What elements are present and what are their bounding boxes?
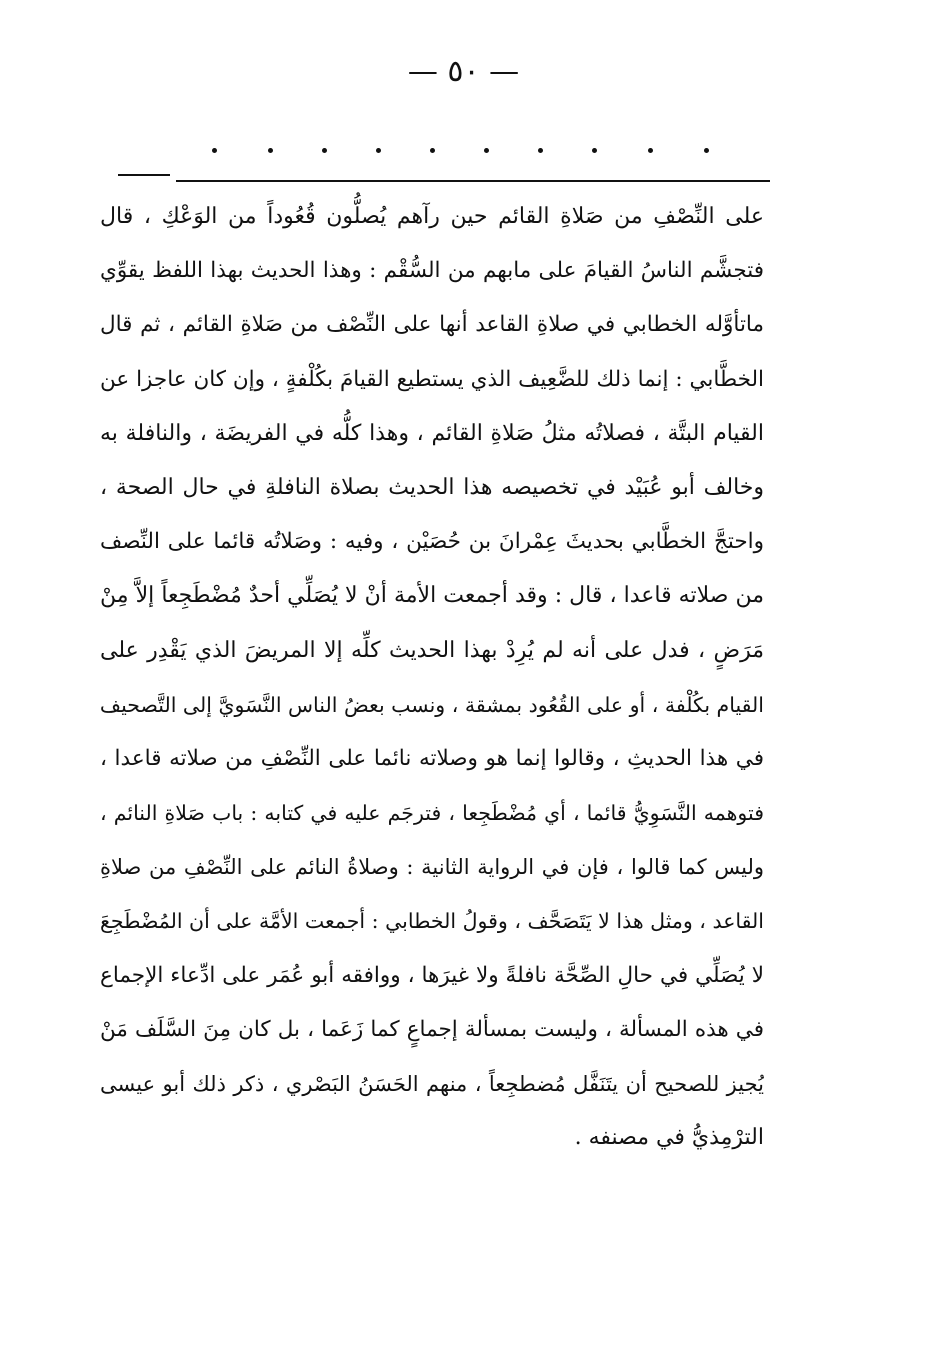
divider-dot [322, 148, 327, 153]
body-text [100, 190, 764, 1165]
text-line: يُجيز للصحيح أن يتَنَفَّل مُضطجِعاً ، منهم الحَسَنُ البَصْري ، ذكر ذلك أبو عيسى [100, 1072, 764, 1096]
text-line: من صلاته قاعدا ، قال : وقد أجمعت الأمة أنْ لا يُصَلِّي أحدٌ مُضْطَجِعاً إلاَّ مِنْ [100, 583, 764, 609]
divider-dot [648, 148, 653, 153]
text-line: وليس كما قالوا ، فإن في الرواية الثانية : وصلاةُ النائم على النِّصْفِ من صلاةِ [100, 855, 764, 880]
text-line: في هذا الحديثِ ، وقالوا إنما هو وصلاته نائما على النِّصْفِ من صلاته قاعدا ، [100, 745, 764, 771]
text-line: مَرَضٍ ، فدل على أنه لم يُرِدْ بهذا الحديث كلِّه إلا المريضَ الذي يَقْدِر على [100, 637, 764, 663]
header-divider [118, 148, 770, 188]
text-line: فتوهمه النَّسَوِيُّ قائما ، أي مُضْطَجِعا ، فترجَم عليه في كتابه : باب صَلاةِ النائم ، [100, 801, 764, 826]
text-line: الخطَّابي : إنما ذلك للضَّعِيف الذي يستطيع القيامَ بكُلْفةٍ ، وإن كان عاجزا عن [100, 366, 764, 392]
text-line: القاعد ، ومثل هذا لا يَتَصَحَّف ، وقولُ الخطابي : أجمعت الأمَّة على أن المُضْطَجِعَ [100, 909, 764, 934]
divider-dash-short [118, 174, 170, 176]
divider-rule [176, 180, 770, 182]
divider-dot [268, 148, 273, 153]
text-line: القيام البتَّة ، فصلاتُه مثلُ صَلاةِ القائم ، وهذا كلُّه في الفريضَة ، والنافلة به [100, 420, 764, 446]
divider-dot [592, 148, 597, 153]
divider-dot [430, 148, 435, 153]
text-line: على النِّصْفِ من صَلاةِ القائم حين رآهم يُصلُّون قُعُوداً من الوَعْكِ ، قال [100, 204, 764, 229]
divider-dot [212, 148, 217, 153]
text-line: ماتأوَّله الخطابي في صلاةِ القاعد أنها على النِّصْف من صَلاةِ القائم ، ثم قال [100, 312, 764, 338]
page-number: — ٥٠ — [407, 54, 520, 89]
text-line-last: الترْمِذيُّ في مصنفه . [574, 1125, 764, 1151]
text-line: واحتجَّ الخطَّابي بحديثَ عِمْرانَ بن حُصَيْن ، وفيه : وصَلاتُه قائما على النِّصف [100, 529, 764, 555]
divider-dot [704, 148, 709, 153]
text-line: لا يُصَلِّي في حالِ الصِّحَّة نافلةً ولا غيرَها ، ووافقه أبو عُمَر على ادِّعاء الإجماع [100, 962, 764, 988]
divider-dot [376, 148, 381, 153]
text-line: وخالف أبو عُبَيْد في تخصيصه هذا الحديث بصلاة النافلةِ في حال الصحة ، [100, 474, 764, 500]
text-line: فتجشَّم الناسُ القيامَ على مابهم من السُّقْم : وهذا الحديث بهذا اللفظ يقوِّي [100, 258, 764, 284]
text-line: في هذه المسألة ، وليست بمسألة إجماعٍ كما زَعَما ، بل كان مِنَ السَّلَف مَنْ [100, 1016, 764, 1042]
divider-dot [484, 148, 489, 153]
text-line: القيام بكُلْفة ، أو على القُعُود بمشقة ، ونسب بعضُ الناس النَّسَويَّ إلى التَّصحيف [100, 692, 764, 717]
divider-dot [538, 148, 543, 153]
